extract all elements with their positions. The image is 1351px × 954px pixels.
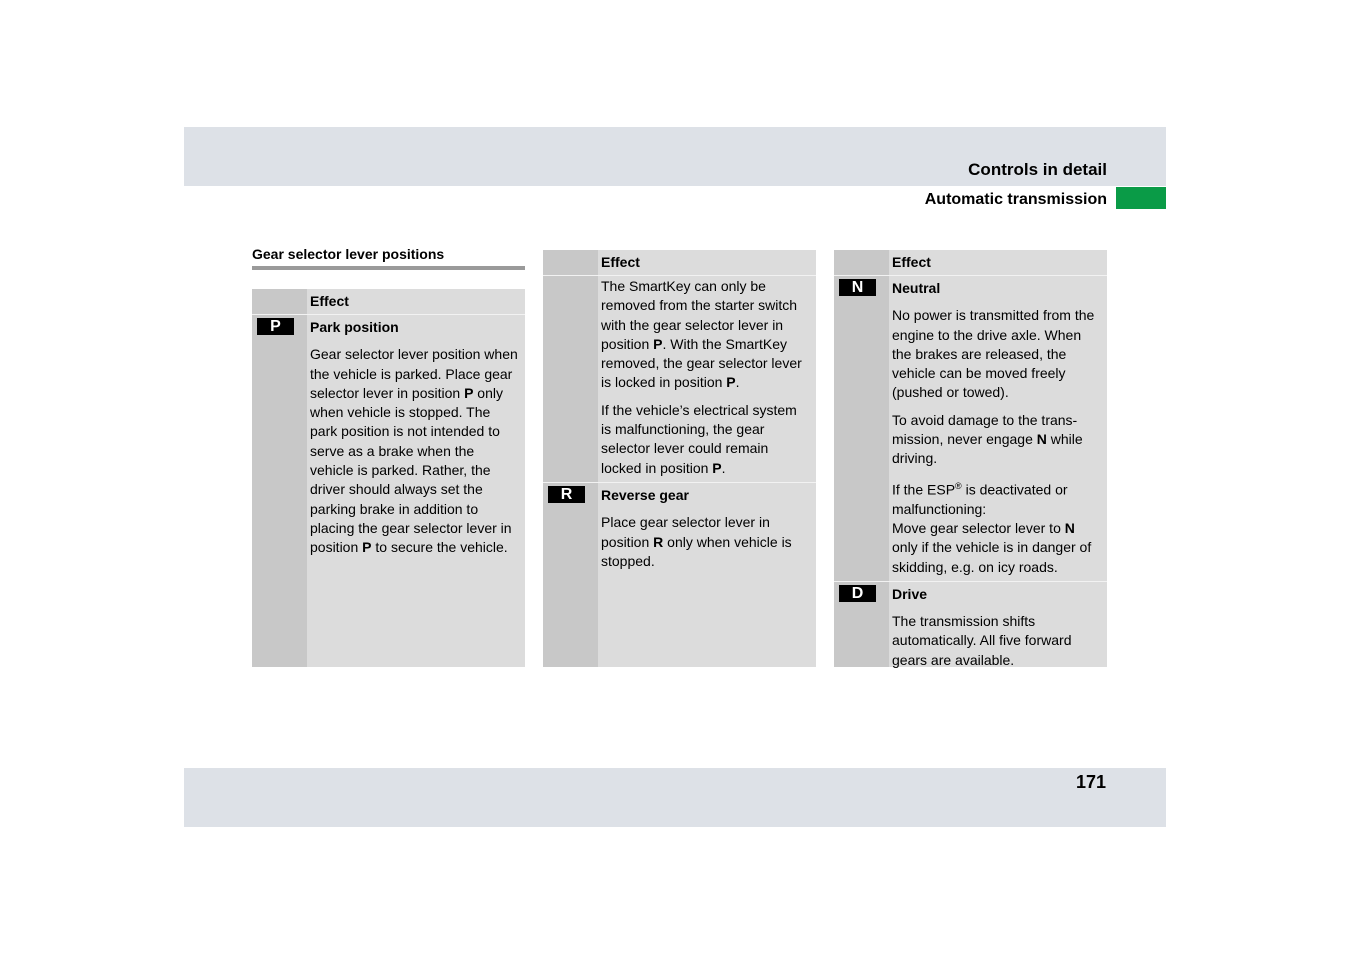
gear-badge-n: N <box>839 279 876 296</box>
neutral-description: No power is transmitted from the engine to the drive axle. When the brakes are released, the vehicle can be moved freely (pushed or towed). <box>892 307 1095 401</box>
table-header-row <box>252 289 525 314</box>
footer-band <box>184 768 1166 827</box>
gear-table-n-d <box>834 250 1107 667</box>
heading-rule <box>252 266 525 270</box>
section-title: Automatic transmission <box>924 191 1107 208</box>
gear-badge-d: D <box>839 585 876 602</box>
gear-badge-r: R <box>548 486 585 503</box>
page-number: 171 <box>1075 772 1106 792</box>
gear-table-p <box>252 289 525 667</box>
section-tab-marker <box>1116 187 1166 209</box>
row-park <box>252 314 525 562</box>
chapter-title: Controls in detail <box>968 160 1107 179</box>
drive-title: Drive <box>892 585 928 602</box>
park-description: Gear selector lever position when the vehicle is parked. Place gear selector lever in position P only when vehicle is stopped. The park position is not intended to serve as a brake when the vehicle is parked. Rather, the driver should always set the parking brake in addition to placing the gear selector lever in position P to secure the vehicle. <box>310 346 518 556</box>
drive-description: The transmission shifts automatically. All five forward gears are available. <box>892 613 1072 668</box>
electrical-note: If the vehicle’s electrical system is malfunctioning, the gear selector lever could remain locked in position P. <box>601 401 797 476</box>
table-header-row <box>834 250 1107 275</box>
reverse-title: Reverse gear <box>601 486 689 503</box>
neutral-esp-note: If the ESP® is deactivated or malfunctioning: Move gear selector lever to N only if the vehicle is in danger of skidding, e.g. on icy roads. <box>892 480 1092 575</box>
neutral-damage-note: To avoid damage to the trans-mission, never engage N while driving. <box>892 411 1083 467</box>
table-header-row <box>543 250 816 275</box>
table-heading: Gear selector lever positions <box>252 246 445 262</box>
gear-table-r <box>543 250 816 667</box>
row-park-continued <box>543 275 816 482</box>
effect-header: Effect <box>310 293 349 309</box>
gear-badge-p: P <box>257 318 294 335</box>
smartkey-note: The SmartKey can only be removed from the starter switch with the gear selector lever in position P. With the SmartKey removed, the gear selector lever is locked in position P. <box>601 278 802 391</box>
row-neutral <box>834 275 1107 581</box>
neutral-title: Neutral <box>892 280 941 296</box>
row-drive <box>834 581 1107 674</box>
park-title: Park position <box>310 319 399 335</box>
effect-header: Effect <box>892 254 931 270</box>
row-reverse <box>543 482 816 575</box>
effect-header: Effect <box>601 254 640 270</box>
reverse-description: Place gear selector lever in position R only when vehicle is stopped. <box>601 514 792 569</box>
